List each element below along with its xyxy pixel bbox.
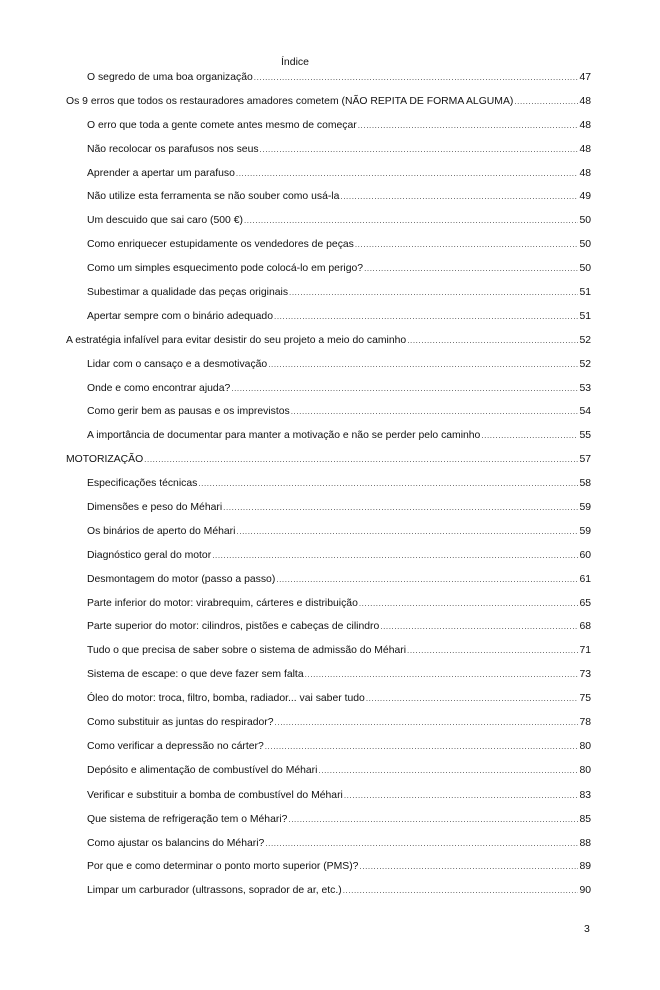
toc-entry-title: Especificações técnicas xyxy=(87,478,198,490)
toc-entry-page: 78 xyxy=(579,717,591,729)
toc-entry-title: Tudo o que precisa de saber sobre o sistema de admissão do Méhari xyxy=(87,645,407,657)
toc-entry-title: Que sistema de refrigeração tem o Méhari? xyxy=(87,813,288,825)
toc-entry[interactable] xyxy=(66,359,591,383)
dot-leader xyxy=(359,862,578,871)
toc-entry-page: 52 xyxy=(579,334,591,346)
toc-entry-title: Parte inferior do motor: virabrequim, cárteres e distribuição xyxy=(87,597,358,609)
toc-entry[interactable] xyxy=(66,287,591,311)
toc-entry-page: 50 xyxy=(579,263,591,275)
dot-leader xyxy=(364,264,578,273)
toc-entry-page: 48 xyxy=(579,95,591,107)
dot-leader xyxy=(244,216,578,225)
dot-leader xyxy=(265,839,578,848)
dot-leader xyxy=(305,670,579,679)
toc-entry-title: A importância de documentar para manter a motivação e não se perder pelo caminho xyxy=(87,430,481,442)
dot-leader xyxy=(288,815,578,824)
dot-leader xyxy=(407,646,578,655)
dot-leader xyxy=(366,694,579,703)
toc-entry-page: 48 xyxy=(579,143,591,155)
toc-entry-title: A estratégia infalível para evitar desistir do seu projeto a meio do caminho xyxy=(66,334,407,346)
toc-entry-title: MOTORIZAÇÃO xyxy=(66,454,144,466)
dot-leader xyxy=(268,360,578,369)
toc-entry[interactable] xyxy=(66,335,591,359)
dot-leader xyxy=(212,551,578,560)
toc-entry[interactable] xyxy=(66,598,591,622)
dot-leader xyxy=(344,791,579,800)
toc-entry-page: 88 xyxy=(579,837,591,849)
toc-entry[interactable] xyxy=(66,144,591,168)
toc-entry-page: 90 xyxy=(579,885,591,897)
toc-entry-page: 89 xyxy=(579,861,591,873)
toc-entry[interactable] xyxy=(66,430,591,454)
dot-leader xyxy=(355,240,579,249)
toc-entry-page: 60 xyxy=(579,549,591,561)
toc-entry-title: Sistema de escape: o que deve fazer sem falta xyxy=(87,669,304,681)
toc-entry[interactable] xyxy=(66,215,591,239)
dot-leader xyxy=(481,431,578,440)
toc-entry[interactable] xyxy=(66,168,591,192)
toc-entry[interactable] xyxy=(66,454,591,478)
toc-entry[interactable] xyxy=(66,502,591,526)
dot-leader xyxy=(343,886,579,895)
toc-entry[interactable] xyxy=(66,263,591,287)
toc-entry[interactable] xyxy=(66,621,591,645)
dot-leader xyxy=(236,169,579,178)
toc-entry[interactable] xyxy=(66,120,591,144)
toc-entry[interactable] xyxy=(66,406,591,430)
dot-leader xyxy=(289,288,578,297)
toc-entry-title: Verificar e substituir a bomba de combustível do Méhari xyxy=(87,789,343,801)
toc-entry-title: Limpar um carburador (ultrassons, soprador de ar, etc.) xyxy=(87,885,342,897)
toc-entry-title: Diagnóstico geral do motor xyxy=(87,549,212,561)
toc-entry-title: Aprender a apertar um parafuso xyxy=(87,167,235,179)
toc-entry-page: 61 xyxy=(579,573,591,585)
toc-entry-title: Como substituir as juntas do respirador? xyxy=(87,717,274,729)
toc-entry[interactable] xyxy=(66,311,591,335)
toc-entry-page: 52 xyxy=(579,358,591,370)
toc-entry-title: Dimensões e peso do Méhari xyxy=(87,502,223,514)
dot-leader xyxy=(260,145,579,154)
toc-entry[interactable] xyxy=(66,550,591,574)
dot-leader xyxy=(265,742,579,751)
toc-entry[interactable] xyxy=(66,814,591,838)
dot-leader xyxy=(275,718,579,727)
dot-leader xyxy=(276,575,578,584)
dot-leader xyxy=(380,622,578,631)
toc-entry-page: 50 xyxy=(579,239,591,251)
toc-entry[interactable] xyxy=(66,239,591,263)
toc-entry-title: Depósito e alimentação de combustível do Méhari xyxy=(87,764,318,776)
toc-entry-title: Um descuido que sai caro (500 €) xyxy=(87,215,243,227)
dot-leader xyxy=(223,503,578,512)
toc-entry-title: O erro que toda a gente comete antes mesmo de começar xyxy=(87,119,357,131)
toc-entry[interactable] xyxy=(66,478,591,502)
toc-entry-page: 71 xyxy=(579,645,591,657)
dot-leader xyxy=(318,766,578,775)
dot-leader xyxy=(358,121,579,130)
toc-entry-page: 83 xyxy=(579,789,591,801)
dot-leader xyxy=(198,479,578,488)
toc-entry-page: 53 xyxy=(579,382,591,394)
toc-entry[interactable] xyxy=(66,717,591,741)
dot-leader xyxy=(340,192,578,201)
toc-entry-page: 51 xyxy=(579,310,591,322)
toc-entry-title: Parte superior do motor: cilindros, pistões e cabeças de cilindro xyxy=(87,621,380,633)
toc-entry-page: 73 xyxy=(579,669,591,681)
toc-entry[interactable] xyxy=(66,574,591,598)
dot-leader xyxy=(407,336,578,345)
toc-entry-page: 50 xyxy=(579,215,591,227)
toc-entry[interactable] xyxy=(66,765,591,789)
dot-leader xyxy=(274,312,578,321)
toc-entry[interactable] xyxy=(66,645,591,669)
page-number: 3 xyxy=(584,923,590,935)
toc-entry-title: Desmontagem do motor (passo a passo) xyxy=(87,573,276,585)
toc-entry-page: 85 xyxy=(579,813,591,825)
toc-entry-page: 54 xyxy=(579,406,591,418)
toc-entry-page: 48 xyxy=(579,167,591,179)
toc-entry-title: Onde e como encontrar ajuda? xyxy=(87,382,231,394)
toc-entry-page: 80 xyxy=(579,764,591,776)
toc-entry-page: 58 xyxy=(579,478,591,490)
dot-leader xyxy=(254,73,579,82)
toc-entry[interactable] xyxy=(66,861,591,885)
toc-entry[interactable] xyxy=(66,885,591,909)
table-of-contents xyxy=(66,72,591,909)
dot-leader xyxy=(359,599,579,608)
toc-entry-title: Não utilize esta ferramenta se não souber como usá-la xyxy=(87,191,340,203)
toc-entry-title: Óleo do motor: troca, filtro, bomba, radiador... vai saber tudo xyxy=(87,693,365,705)
dot-leader xyxy=(291,407,579,416)
toc-entry-page: 59 xyxy=(579,502,591,514)
toc-entry[interactable] xyxy=(66,383,591,407)
toc-entry-page: 48 xyxy=(579,119,591,131)
toc-entry-page: 49 xyxy=(579,191,591,203)
toc-entry[interactable] xyxy=(66,790,591,814)
toc-entry-title: Como gerir bem as pausas e os imprevistos xyxy=(87,406,290,418)
toc-entry-page: 51 xyxy=(579,287,591,299)
toc-entry-title: O segredo de uma boa organização xyxy=(87,72,253,83)
toc-entry[interactable] xyxy=(66,741,591,765)
dot-leader xyxy=(231,384,578,393)
toc-entry-page: 57 xyxy=(579,454,591,466)
toc-entry-title: Os 9 erros que todos os restauradores amadores cometem (NÃO REPITA DE FORMA ALGUMA) xyxy=(66,95,514,107)
toc-entry-page: 68 xyxy=(579,621,591,633)
toc-entry[interactable] xyxy=(66,72,591,96)
toc-entry[interactable] xyxy=(66,96,591,120)
toc-entry-page: 80 xyxy=(579,740,591,752)
toc-entry-title: Apertar sempre com o binário adequado xyxy=(87,310,273,322)
dot-leader xyxy=(514,97,578,106)
toc-entry-page: 55 xyxy=(579,430,591,442)
toc-entry-page: 65 xyxy=(579,597,591,609)
toc-entry-title: Não recolocar os parafusos nos seus xyxy=(87,143,259,155)
toc-entry-page: 47 xyxy=(579,72,591,83)
toc-entry-title: Como enriquecer estupidamente os vendedores de peças xyxy=(87,239,354,251)
toc-entry-title: Como verificar a depressão no cárter? xyxy=(87,740,264,752)
toc-entry[interactable] xyxy=(66,669,591,693)
toc-entry-title: Como um simples esquecimento pode colocá-lo em perigo? xyxy=(87,263,364,275)
dot-leader xyxy=(236,527,578,536)
dot-leader xyxy=(144,455,578,464)
toc-entry[interactable] xyxy=(66,693,591,717)
toc-entry-page: 59 xyxy=(579,525,591,537)
toc-entry[interactable] xyxy=(66,191,591,215)
toc-heading: Índice xyxy=(280,56,310,68)
toc-entry[interactable] xyxy=(66,526,591,550)
toc-entry-title: Como ajustar os balancins do Méhari? xyxy=(87,837,265,849)
toc-entry-page: 75 xyxy=(579,693,591,705)
toc-entry-title: Os binários de aperto do Méhari xyxy=(87,525,236,537)
toc-entry-title: Subestimar a qualidade das peças originais xyxy=(87,287,289,299)
toc-entry[interactable] xyxy=(66,838,591,862)
toc-entry-title: Lidar com o cansaço e a desmotivação xyxy=(87,358,268,370)
toc-entry-title: Por que e como determinar o ponto morto superior (PMS)? xyxy=(87,861,359,873)
